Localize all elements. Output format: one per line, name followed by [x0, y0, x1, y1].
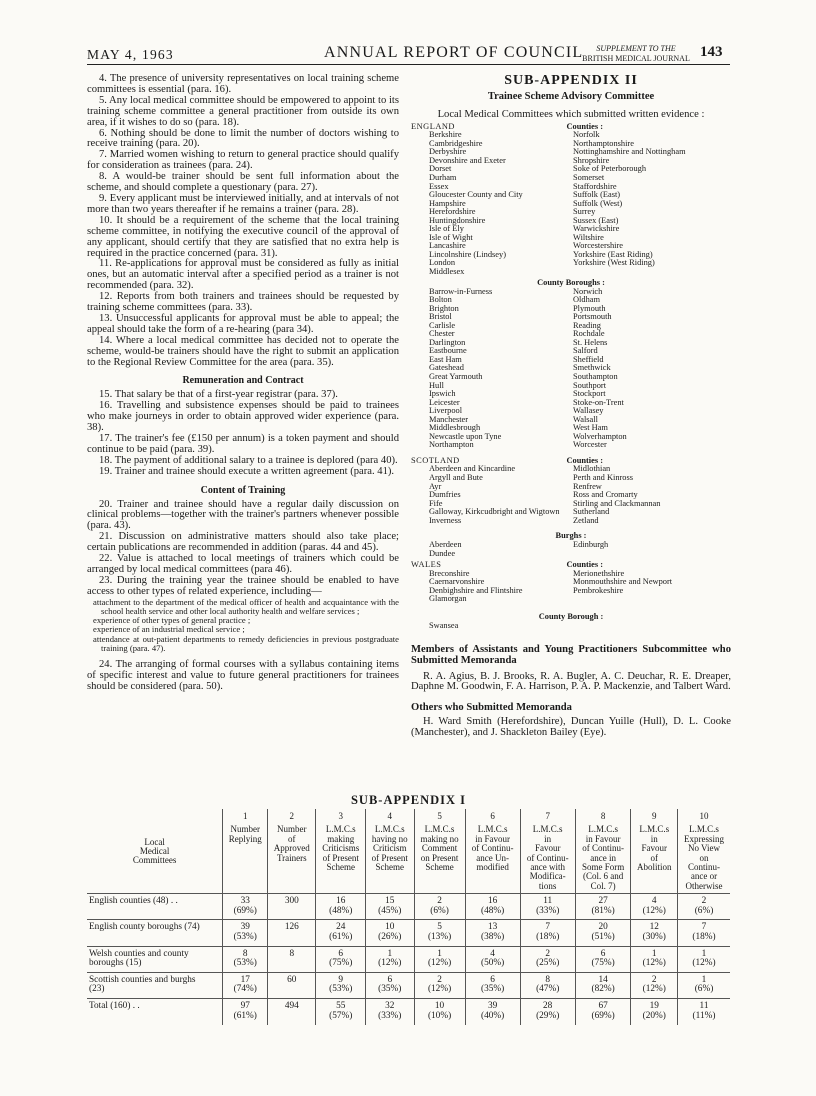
table-row	[87, 999, 730, 1026]
table-cell: 19 (20%)	[631, 999, 678, 1026]
committee-name: Chester	[429, 329, 455, 339]
committee-name: Rochdale	[573, 329, 605, 339]
table-cell: 2 (12%)	[414, 972, 465, 998]
remuneration-heading: Remuneration and Contract	[182, 375, 304, 387]
table-cell: 11 (33%)	[520, 894, 575, 920]
column-number: 5	[414, 809, 465, 823]
committee-name: Breconshire	[429, 568, 470, 578]
header-rule	[87, 64, 730, 65]
table-cell: 1 (12%)	[631, 946, 678, 972]
committee-name: Edinburgh	[573, 540, 609, 550]
scotland-burghs	[411, 541, 731, 558]
table-cell: 8 (53%)	[223, 946, 268, 972]
column-header: L.M.C.s in Favour of Continu- ance in Some Form (Col. 6 and Col. 7)	[575, 823, 631, 893]
committee-name: Argyll and Bute	[429, 472, 483, 482]
committee-name: Fife	[429, 498, 443, 508]
table-cell: 5 (13%)	[414, 920, 465, 946]
table-cell: 7 (18%)	[678, 920, 731, 946]
paragraph-24: 24. The arranging of formal courses with a syllabus containing items of specific interest and value to future general practitioners for trainees should be considered (para. 50).	[87, 658, 399, 692]
committee-name: Huntingdonshire	[429, 215, 486, 225]
wales-counties	[411, 570, 731, 604]
table-cell: 11 (11%)	[678, 999, 731, 1026]
sco-counties-a-list	[411, 465, 573, 525]
table-cell: 24 (61%)	[316, 920, 366, 946]
column-header: L.M.C.s having no Criticism of Present Scheme	[365, 823, 414, 893]
recommendation-paragraph: 8. A would-be trainer should be sent full information about the scheme, and should complete a questionary (para. 27).	[87, 171, 399, 194]
committee-name: Reading	[573, 320, 601, 330]
table-cell: 33 (69%)	[223, 894, 268, 920]
header-supplement	[582, 44, 690, 64]
committee-name: Norfolk	[573, 130, 600, 140]
column-header: Number Replying	[223, 823, 268, 893]
committee-name: Yorkshire (East Riding)	[573, 249, 653, 259]
committee-name: Great Yarmouth	[429, 371, 483, 381]
table-cell: 10 (10%)	[414, 999, 465, 1026]
committee-name: Stockport	[573, 389, 606, 399]
table-cell: 1 (12%)	[365, 946, 414, 972]
committee-name: Hampshire	[429, 198, 466, 208]
region-wales: WALES	[411, 560, 442, 570]
table-cell: 16 (48%)	[316, 894, 366, 920]
recommendation-paragraph: 10. It should be a requirement of the scheme that the local training scheme committee, in notifying the executive council of the approval of any applicant, should certify that they are satisfied that no extra help is required in the practice concerned (para. 31).	[87, 214, 399, 259]
table-cell: 494	[268, 999, 316, 1026]
sub-appendix-ii-title: SUB-APPENDIX II	[504, 73, 638, 88]
table-cell: 39 (53%)	[223, 920, 268, 946]
scotland-counties	[411, 465, 731, 525]
committee-name: Bristol	[429, 312, 452, 322]
table-row	[87, 972, 730, 998]
table-cell: 7 (18%)	[520, 920, 575, 946]
row-label: English counties (48) . .	[89, 896, 178, 907]
committee-name: London	[429, 258, 456, 268]
committee-name: Wolverhampton	[573, 431, 627, 441]
committee-name: Liverpool	[429, 406, 463, 416]
recommendation-paragraph: 22. Value is attached to local meetings of trainers which could be arranged by local medical committees (para 46).	[87, 553, 399, 575]
column-number: 7	[520, 809, 575, 823]
table-cell: 2 (12%)	[631, 972, 678, 998]
table-cell: 1 (6%)	[678, 972, 731, 998]
table-cell: 1 (12%)	[678, 946, 731, 972]
recommendation-paragraph: 23. During the training year the trainee should be enabled to have access to other types of related experience, including—	[87, 574, 399, 597]
committee-name: Aberdeen	[429, 540, 462, 550]
recommendations-list	[87, 74, 399, 368]
committee-name: Wiltshire	[573, 232, 604, 242]
table-cell: 8	[268, 946, 316, 972]
committee-name: Monmouthshire and Newport	[573, 577, 673, 587]
table-cell: 6 (75%)	[316, 946, 366, 972]
committee-name: Suffolk (West)	[573, 198, 623, 208]
committee-name: Berkshire	[429, 130, 462, 140]
committee-name: Middlesex	[429, 266, 465, 276]
recommendation-paragraph: 20. Trainer and trainee should have a regular daily discussion on clinical problems—together with the trainer's partners whenever possible (para. 43).	[87, 498, 399, 532]
committee-name: Salford	[573, 346, 598, 356]
scotland-burghs-label: Burghs :	[555, 531, 587, 541]
page-header	[0, 0, 816, 70]
content-list	[87, 500, 399, 598]
committee-name: Lincolnshire (Lindsey)	[429, 249, 506, 259]
committee-name: Denbighshire and Flintshire	[429, 585, 523, 595]
recommendation-paragraph: 5. Any local medical committee should be empowered to appoint to its training scheme committee a general practitioner from outside its own area, if it wishes to do so (para. 18).	[87, 94, 399, 128]
committee-name: Herefordshire	[429, 207, 476, 217]
swansea: Swansea	[429, 621, 459, 631]
committee-name: Eastbourne	[429, 346, 467, 356]
committee-name: Brighton	[429, 303, 459, 313]
sco-burghs-a-list	[411, 541, 573, 558]
column-header: L.M.C.s in Favour of Abolition	[631, 823, 678, 893]
left-column	[87, 74, 399, 693]
committee-name: Pembrokeshire	[573, 585, 624, 595]
column-header: Number of Approved Trainers	[268, 823, 316, 893]
recommendation-paragraph: 12. Reports from both trainers and trainees should be requested by training scheme committees (para. 33).	[87, 291, 399, 314]
committee-name: Dorset	[429, 164, 452, 174]
committee-name: Ipswich	[429, 389, 456, 399]
committee-name: Carlisle	[429, 320, 456, 330]
committee-name: Norwich	[573, 286, 603, 296]
column-number: 1	[223, 809, 268, 823]
table-cell: 2 (25%)	[520, 946, 575, 972]
committee-name: Bolton	[429, 295, 452, 305]
england-boroughs-label: County Boroughs :	[537, 277, 605, 287]
england-counties	[411, 131, 731, 276]
committee-name: Leicester	[429, 397, 460, 407]
committee-name: Soke of Peterborough	[573, 164, 647, 174]
table-cell: 13 (38%)	[465, 920, 520, 946]
table-row	[87, 946, 730, 972]
committee-name: Dundee	[429, 548, 456, 558]
table-cell: 67 (69%)	[575, 999, 631, 1026]
table-cell: 20 (51%)	[575, 920, 631, 946]
column-header: L.M.C.s making no Comment on Present Scheme	[414, 823, 465, 893]
wales-counties-label: Counties :	[566, 560, 603, 570]
others-text: H. Ward Smith (Herefordshire), Duncan Yuille (Hull), D. L. Cooke (Manchester), and J. Shackleton Bailey (Eye).	[411, 716, 731, 739]
committee-name: Dumfries	[429, 490, 461, 500]
experience-subitem: attachment to the department of the medical officer of health and acquaintance with the school health service and other local authority health and welfare services ;	[93, 596, 399, 616]
header-date: MAY 4, 1963	[87, 47, 174, 62]
committee-name: Sheffield	[573, 354, 604, 364]
committee-name: Darlington	[429, 337, 466, 347]
committee-name: Stirling and Clackmannan	[573, 498, 661, 508]
committee-name: Stoke-on-Trent	[573, 397, 624, 407]
table-cell: 32 (33%)	[365, 999, 414, 1026]
committee-name: Essex	[429, 181, 449, 191]
column-number: 6	[465, 809, 520, 823]
recommendation-paragraph: 21. Discussion on administrative matters should also take place; certain publications are recommended in addition (paras. 44 and 45).	[87, 531, 399, 554]
remuneration-list	[87, 390, 399, 477]
england-boroughs	[411, 288, 731, 450]
recommendation-paragraph: 9. Every applicant must be interviewed initially, and at intervals of not more than two years thereafter if he remains a trainer (para. 28).	[87, 192, 399, 215]
committee-name: Isle of Wight	[429, 232, 473, 242]
table-cell: 126	[268, 920, 316, 946]
committee-name: Smethwick	[573, 363, 611, 373]
column-header: L.M.C.s in Favour of Continu- ance with Modifica- tions	[520, 823, 575, 893]
evidence-intro: Local Medical Committees which submitted written evidence :	[437, 108, 705, 120]
row-label: English county boroughs (74)	[89, 922, 200, 933]
committee-name: Southport	[573, 380, 607, 390]
recommendation-paragraph: 11. Re-applications for approval must be considered as fully as initial ones, but an automatic interval after a specified period as a trainer is not recommended (para. 32).	[87, 258, 399, 292]
table-cell: 12 (30%)	[631, 920, 678, 946]
table-cell: 10 (26%)	[365, 920, 414, 946]
table-cell: 6 (35%)	[465, 972, 520, 998]
eng-counties-b-list	[573, 131, 731, 276]
column-number: 3	[316, 809, 366, 823]
committee-name: Warwickshire	[573, 224, 620, 234]
committee-name: Northamptonshire	[573, 138, 634, 148]
committee-name: Cambridgeshire	[429, 138, 483, 148]
committee-name: Derbyshire	[429, 147, 467, 157]
table-cell: 4 (50%)	[465, 946, 520, 972]
recommendation-paragraph: 16. Travelling and subsistence expenses should be paid to trainees who make journeys in order to obtain approved wider experience (para. 38).	[87, 400, 399, 434]
column-number: 2	[268, 809, 316, 823]
committee-name: Inverness	[429, 515, 462, 525]
committee-name: West Ham	[573, 423, 608, 433]
sub-appendix-ii-subtitle: Trainee Scheme Advisory Committee	[487, 90, 655, 102]
eng-boroughs-a-list	[411, 288, 573, 450]
committee-name: Isle of Ely	[429, 224, 464, 234]
wal-counties-a-list	[411, 570, 573, 604]
committee-name: Manchester	[429, 414, 469, 424]
committee-name: Middlesbrough	[429, 423, 481, 433]
committee-name: Sutherland	[573, 507, 610, 517]
recommendation-paragraph: 14. Where a local medical committee has decided not to operate the scheme, would-be trainers should have the right to submit an application to the Regional Review Committee for the area (para. 35).	[87, 334, 399, 368]
recommendation-paragraph: 13. Unsuccessful applicants for approval must be able to appeal; the appeal should take the form of a re-hearing (para 34).	[87, 312, 399, 335]
table-cell: 9 (53%)	[316, 972, 366, 998]
others-heading: Others who Submitted Memoranda	[411, 702, 572, 714]
sub-appendix-i-title: SUB-APPENDIX I	[350, 793, 467, 807]
region-england: ENGLAND	[411, 121, 455, 131]
experience-subitem: experience of other types of general practice ;	[93, 615, 251, 626]
recommendation-paragraph: 15. That salary be that of a first-year registrar (para. 37).	[99, 389, 338, 401]
committee-name: Hull	[429, 380, 444, 390]
committee-name: Walsall	[573, 414, 598, 424]
members-heading: Members of Assistants and Young Practitioners Subcommittee who Submitted Memoranda	[411, 643, 731, 666]
committee-name: Newcastle upon Tyne	[429, 431, 502, 441]
right-column	[411, 74, 731, 739]
table-cell: 14 (82%)	[575, 972, 631, 998]
committee-name: Barrow-in-Furness	[429, 286, 493, 296]
committee-name: Durham	[429, 172, 457, 182]
table-cell: 300	[268, 894, 316, 920]
recommendation-paragraph: 6. Nothing should be done to limit the number of doctors wishing to receive training (para. 20).	[87, 127, 399, 150]
sub-appendix-i	[87, 793, 730, 1025]
table-cell: 60	[268, 972, 316, 998]
committee-name: East Ham	[429, 354, 462, 364]
committee-name: Ayr	[429, 481, 442, 491]
sco-burghs-b-list	[573, 541, 731, 558]
header-title: ANNUAL REPORT OF COUNCIL	[324, 44, 584, 61]
england-counties-label: Counties :	[566, 121, 603, 131]
committee-name: Gateshead	[429, 363, 464, 373]
table-cell: 27 (81%)	[575, 894, 631, 920]
committee-name: Staffordshire	[573, 181, 617, 191]
wal-counties-b-list	[573, 570, 731, 604]
experience-subitems	[87, 598, 399, 653]
committee-name: Ross and Cromarty	[573, 490, 638, 500]
committee-name: Merionethshire	[573, 568, 625, 578]
members-text: R. A. Agius, B. J. Brooks, R. A. Bugler, A. C. Deuchar, R. E. Dreaper, Daphne M. Goodwin, F. A. Harrison, P. A. P. Mackenzie, and Talbert Ward.	[411, 670, 731, 693]
committee-name: Devonshire and Exeter	[429, 155, 506, 165]
eng-counties-a-list	[411, 131, 573, 276]
sco-counties-b-list	[573, 465, 731, 525]
committee-name: Gloucester County and City	[429, 190, 523, 200]
table-cell: 97 (61%)	[223, 999, 268, 1026]
committee-name: Somerset	[573, 172, 605, 182]
committee-name: St. Helens	[573, 337, 608, 347]
row-label: Welsh counties and county boroughs (15)	[89, 948, 189, 969]
table-cell: 8 (47%)	[520, 972, 575, 998]
eng-boroughs-b-list	[573, 288, 731, 450]
column-header: L.M.C.s in Favour of Continu- ance Un- modified	[465, 823, 520, 893]
lmc-table	[87, 809, 730, 1025]
table-row	[87, 894, 730, 920]
experience-subitem: experience of an industrial medical service ;	[93, 624, 245, 635]
committee-name: Midlothian	[573, 464, 611, 474]
recommendation-paragraph: 17. The trainer's fee (£150 per annum) is a token payment and should continue to be paid (para. 39).	[87, 433, 399, 455]
committee-name: Glamorgan	[429, 594, 467, 604]
committee-name: Yorkshire (West Riding)	[573, 258, 655, 268]
region-scotland: SCOTLAND	[411, 455, 460, 465]
committee-name: Portsmouth	[573, 312, 612, 322]
table-cell: 2 (6%)	[678, 894, 731, 920]
committee-name: Worcestershire	[573, 241, 624, 251]
committee-name: Worcester	[573, 440, 607, 450]
committee-name: Plymouth	[573, 303, 606, 313]
column-header: L.M.C.s Expressing No View on Continu- ance or Otherwise	[678, 823, 731, 893]
row-label: Scottish counties and burghs (23)	[89, 974, 196, 995]
table-cell: 15 (45%)	[365, 894, 414, 920]
table-cell: 28 (29%)	[520, 999, 575, 1026]
recommendation-paragraph: 19. Trainer and trainee should execute a written agreement (para. 41).	[99, 465, 395, 477]
column-header: L.M.C.s making Criticisms of Present Scheme	[316, 823, 366, 893]
committee-name: Northampton	[429, 440, 474, 450]
committee-name: Galloway, Kirkcudbright and Wigtown	[429, 507, 560, 517]
experience-subitem: attendance at out-patient departments to remedy deficiencies in previous postgraduate training (para. 47).	[93, 633, 399, 653]
recommendation-paragraph: 18. The payment of additional salary to a trainee is deplored (para 40).	[99, 454, 398, 466]
column-number: 4	[365, 809, 414, 823]
committee-name: Lancashire	[429, 241, 466, 251]
wales-borough	[411, 622, 731, 631]
committee-name: Aberdeen and Kincardine	[429, 464, 516, 474]
committee-name: Shropshire	[573, 155, 610, 165]
committee-name: Wallasey	[573, 406, 604, 416]
content-heading: Content of Training	[200, 484, 286, 496]
table-cell: 55 (57%)	[316, 999, 366, 1026]
supplement-line-2: BRITISH MEDICAL JOURNAL	[582, 54, 690, 63]
table-cell: 4 (12%)	[631, 894, 678, 920]
table-cell: 39 (40%)	[465, 999, 520, 1026]
table-cell: 6 (75%)	[575, 946, 631, 972]
column-number: 9	[631, 809, 678, 823]
wales-borough-label: County Borough :	[538, 612, 604, 622]
committee-name: Southampton	[573, 371, 618, 381]
committee-name: Sussex (East)	[573, 215, 619, 225]
committee-name: Caernarvonshire	[429, 577, 485, 587]
recommendation-paragraph: 7. Married women wishing to return to general practice should qualify for consideration as trainees (para. 24).	[87, 149, 399, 172]
committee-name: Perth and Kinross	[573, 472, 634, 482]
supplement-line-1: SUPPLEMENT TO THE	[596, 44, 676, 53]
committee-name: Renfrew	[573, 481, 602, 491]
table-cell: 17 (74%)	[223, 972, 268, 998]
committee-name: Nottinghamshire and Nottingham	[573, 147, 686, 157]
table-cell: 1 (12%)	[414, 946, 465, 972]
recommendation-paragraph: 4. The presence of university representatives on local training scheme committees is essential (para. 16).	[87, 73, 399, 95]
column-number: 8	[575, 809, 631, 823]
committee-name: Oldham	[573, 295, 600, 305]
local-committees-header: Local Medical Committees	[132, 836, 177, 866]
column-number: 10	[678, 809, 731, 823]
committee-name: Zetland	[573, 515, 599, 525]
scotland-counties-label: Counties :	[566, 455, 603, 465]
table-cell: 6 (35%)	[365, 972, 414, 998]
table-cell: 2 (6%)	[414, 894, 465, 920]
table-cell: 16 (48%)	[465, 894, 520, 920]
committee-name: Surrey	[573, 207, 596, 217]
committee-name: Suffolk (East)	[573, 190, 621, 200]
row-label: Total (160) . .	[89, 1001, 140, 1011]
page-number: 143	[700, 44, 723, 60]
table-row	[87, 920, 730, 946]
